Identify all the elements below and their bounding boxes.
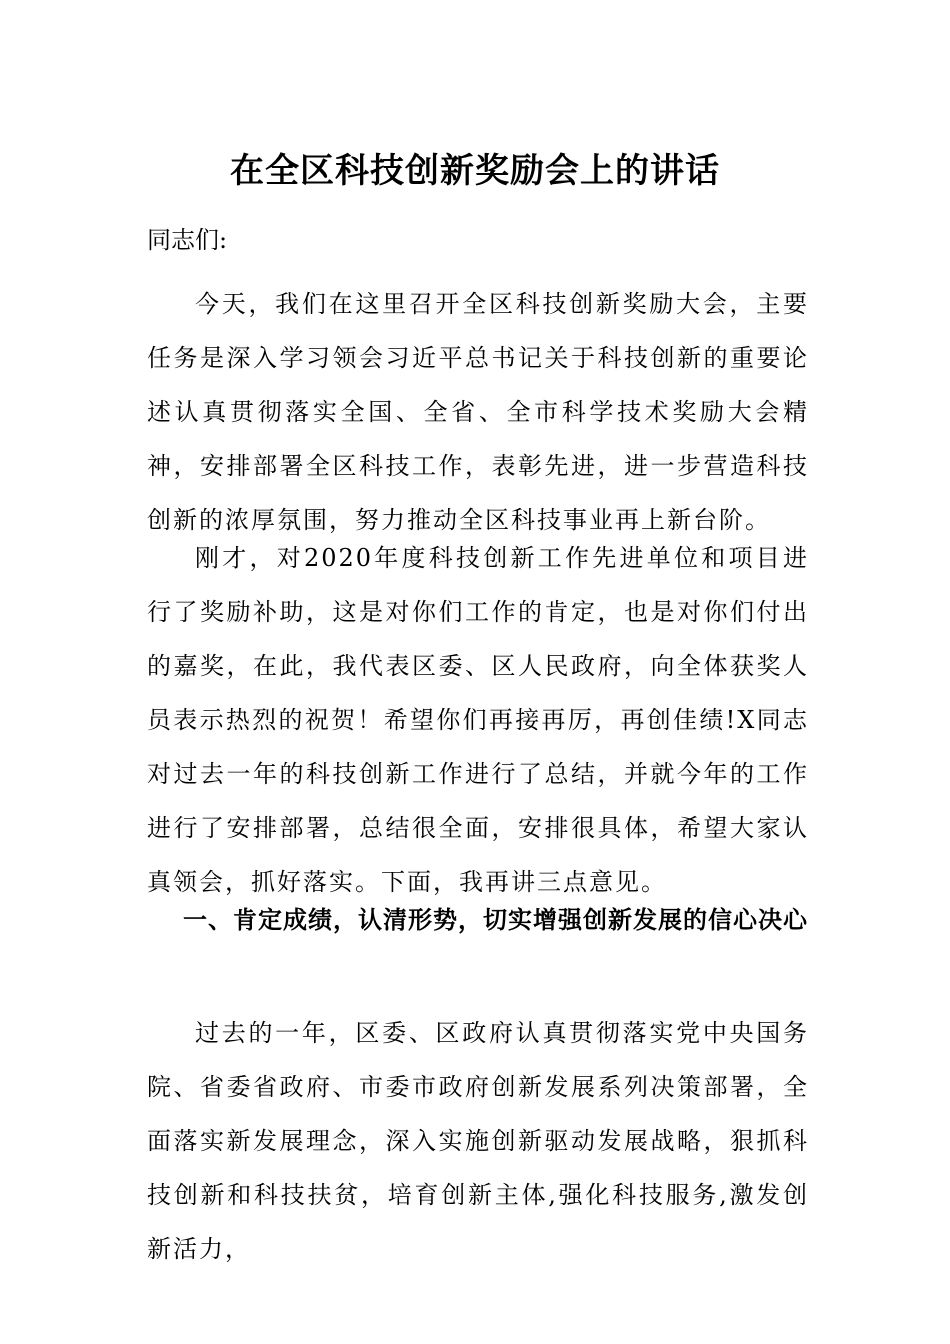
- paragraph-awards: 刚才，对2020年度科技创新工作先进单位和项目进行了奖励补助，这是对你们工作的肯定，也是对你们付出的嘉奖，在此，我代表区委、区人民政府，向全体获奖人员表示热烈的祝贺！希望你们再接再厉，再创佳绩!X同志对过去一年的科技创新工作进行了总结，并就今年的工作进行了安排部署，总结很全面，安排很具体，希望大家认真领会，抓好落实。下面，我再讲三点意见。: [147, 544, 809, 896]
- paragraph-section-1: 过去的一年，区委、区政府认真贯彻落实党中央国务院、省委省政府、市委市政府创新发展系列决策部署，全面落实新发展理念，深入实施创新驱动发展战略，狠抓科技创新和科技扶贫，培育创新主体,强化科技服务,激发创新活力，: [147, 1019, 809, 1263]
- salutation: 同志们:: [147, 226, 228, 254]
- paragraph-opening: 今天，我们在这里召开全区科技创新奖励大会，主要任务是深入学习领会习近平总书记关于科技创新的重要论述认真贯彻落实全国、全省、全市科学技术奖励大会精神，安排部署全区科技工作，表彰先进，进一步营造科技创新的浓厚氛围，努力推动全区科技事业再上新台阶。: [147, 290, 809, 534]
- document-title: 在全区科技创新奖励会上的讲话: [230, 151, 720, 191]
- section-heading-1: 一、肯定成绩，认清形势，切实增强创新发展的信心决心: [183, 906, 808, 934]
